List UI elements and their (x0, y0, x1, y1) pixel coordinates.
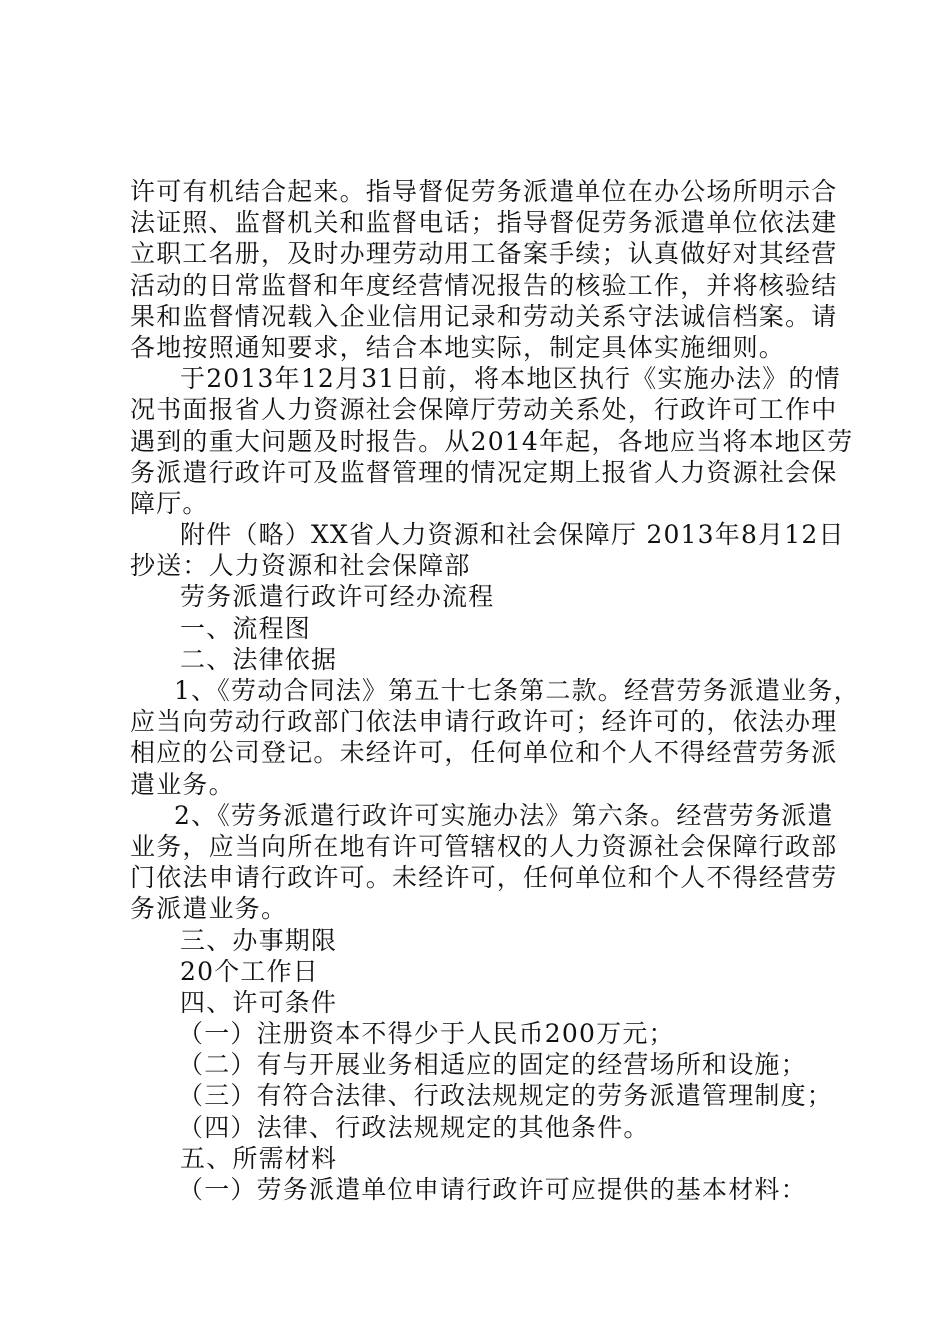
text-line: 遣业务。 (130, 769, 235, 799)
attachment-line: 附件（略）XX省人力资源和社会保障厅 2013年8月12日 (180, 520, 845, 550)
section-heading: 五、所需材料 (180, 1143, 338, 1173)
text-line: 遇到的重大问题及时报告。从2014年起，各地应当将本地区劳 (130, 426, 854, 456)
text-line: 务派遣业务。 (130, 894, 288, 924)
list-item: （三）有符合法律、行政法规规定的劳务派遣管理制度； (178, 1081, 834, 1111)
section-heading: 二、法律依据 (180, 644, 338, 674)
list-item: （一）注册资本不得少于人民币200万元； (178, 1019, 675, 1049)
section-heading: 四、许可条件 (180, 987, 338, 1017)
text-line: 门依法申请行政许可。未经许可，任何单位和个人不得经营劳 (130, 863, 838, 893)
text-line: 业务，应当向所在地有许可管辖权的人力资源社会保障行政部 (130, 831, 838, 861)
text-line: 活动的日常监督和年度经营情况报告的核验工作，并将核验结 (130, 270, 838, 300)
list-item: （四）法律、行政法规规定的其他条件。 (178, 1112, 650, 1142)
text-line: 应当向劳动行政部门依法申请行政许可；经许可的，依法办理 (130, 707, 838, 737)
section-title: 劳务派遣行政许可经办流程 (180, 582, 495, 612)
text-line: 许可有机结合起来。指导督促劳务派遣单位在办公场所明示合 (130, 177, 838, 206)
text-line: 20个工作日 (180, 956, 320, 986)
text-line: 1、《劳动合同法》第五十七条第二款。经营劳务派遣业务， (174, 676, 860, 705)
list-item: （一）劳务派遣单位申请行政许可应提供的基本材料： (178, 1175, 807, 1204)
text-line: 务派遣行政许可及监督管理的情况定期上报省人力资源社会保 (130, 457, 838, 487)
text-line: 果和监督情况载入企业信用记录和劳动关系守法诚信档案。请 (130, 301, 838, 331)
text-line: 况书面报省人力资源社会保障厅劳动关系处，行政许可工作中 (130, 395, 838, 425)
list-item: （二）有与开展业务相适应的固定的经营场所和设施； (178, 1050, 807, 1080)
text-line: 于2013年12月31日前，将本地区执行《实施办法》的情 (180, 364, 841, 394)
text-line: 法证照、监督机关和监督电话；指导督促劳务派遣单位依法建 (130, 208, 838, 238)
section-heading: 三、办事期限 (180, 925, 338, 955)
text-line: 相应的公司登记。未经许可，任何单位和个人不得经营劳务派 (130, 738, 838, 768)
text-line: 立职工名册，及时办理劳动用工备案手续；认真做好对其经营 (130, 239, 838, 269)
text-line: 障厅。 (130, 488, 209, 518)
text-line: 2、《劳务派遣行政许可实施办法》第六条。经营劳务派遣 (174, 800, 834, 830)
text-line: 各地按照通知要求，结合本地实际，制定具体实施细则。 (130, 332, 786, 362)
section-heading: 一、流程图 (180, 613, 312, 643)
document-body (130, 176, 860, 1205)
cc-line: 抄送：人力资源和社会保障部 (130, 551, 471, 581)
